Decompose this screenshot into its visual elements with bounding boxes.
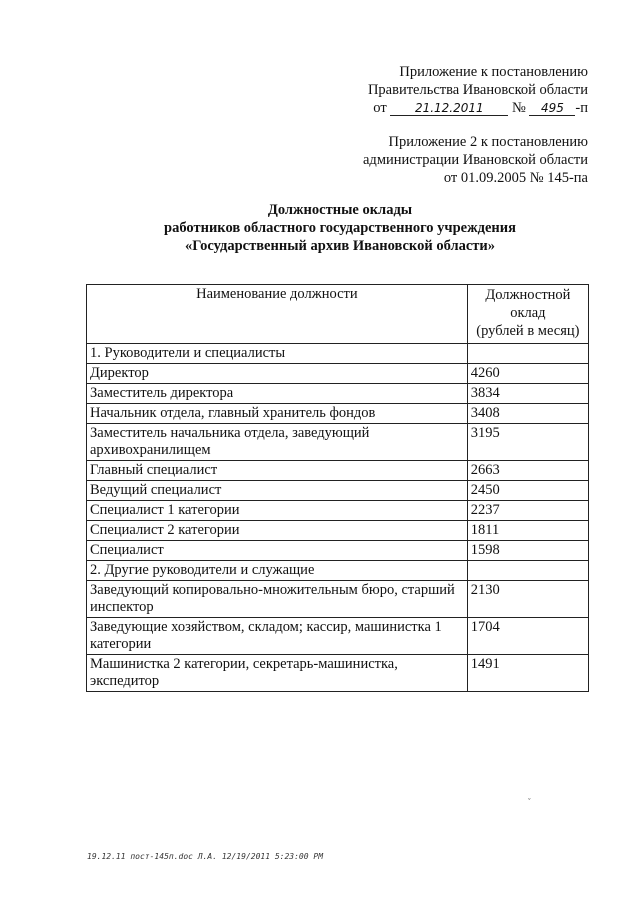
- title-line-2: работников областного государственного учреждения: [164, 220, 516, 236]
- salary-header-line-3: (рублей в месяц): [476, 323, 580, 339]
- table-row: [87, 561, 589, 581]
- appendix-2-line-1: Приложение 2 к постановлению: [388, 134, 588, 150]
- document-title: [80, 201, 600, 255]
- scan-mark: ˇ: [528, 797, 531, 806]
- table-row: [87, 424, 589, 461]
- appendix-1-line-2: Правительства Ивановской области: [367, 82, 588, 98]
- salary-cell: 4260: [467, 364, 588, 384]
- table-row: [87, 481, 589, 501]
- table-row: [87, 541, 589, 561]
- salary-cell: 3408: [467, 404, 588, 424]
- column-header-position: Наименование должности: [87, 285, 468, 344]
- salary-cell: 2663: [467, 461, 588, 481]
- position-cell: Заместитель директора: [87, 384, 468, 404]
- table-row: [87, 581, 589, 618]
- appendix-2-line-3: от 01.09.2005 № 145-па: [443, 170, 588, 186]
- appendix-header-1: [368, 63, 588, 117]
- table-row: [87, 655, 589, 692]
- file-footer: 19.12.11 пост-145п.doc Л.А. 12/19/2011 5:23:00 PM: [87, 852, 324, 861]
- table-row: [87, 364, 589, 384]
- position-cell: 2. Другие руководители и служащие: [87, 561, 468, 581]
- number-suffix: -п: [575, 100, 588, 116]
- table-header-row: [87, 285, 589, 344]
- salary-cell: 3195: [467, 424, 588, 461]
- position-cell: Заведующий копировально-множительным бюро, старший инспектор: [87, 581, 468, 618]
- salary-header-line-2: оклад: [510, 305, 546, 321]
- title-line-1: Должностные оклады: [267, 202, 413, 218]
- salary-cell: 1491: [467, 655, 588, 692]
- table-row: [87, 618, 589, 655]
- table-row: [87, 461, 589, 481]
- salary-cell: 1704: [467, 618, 588, 655]
- handwritten-date: 21.12.2011: [390, 101, 508, 116]
- position-cell: Специалист 1 категории: [87, 501, 468, 521]
- appendix-header-2: [363, 133, 588, 187]
- table-row: [87, 521, 589, 541]
- table-row: [87, 501, 589, 521]
- salary-cell: 1811: [467, 521, 588, 541]
- appendix-2-line-2: администрации Ивановской области: [363, 152, 588, 168]
- date-prefix: от: [373, 100, 387, 116]
- position-cell: Заведующие хозяйством, складом; кассир, машинистка 1 категории: [87, 618, 468, 655]
- position-cell: 1. Руководители и специалисты: [87, 344, 468, 364]
- position-cell: Начальник отдела, главный хранитель фондов: [87, 404, 468, 424]
- salary-header-line-1: Должностной: [485, 287, 571, 303]
- number-prefix: №: [511, 100, 526, 116]
- salary-cell: [467, 561, 588, 581]
- salary-cell: 2130: [467, 581, 588, 618]
- table-row: [87, 344, 589, 364]
- position-cell: Заместитель начальника отдела, заведующий архивохранилищем: [87, 424, 468, 461]
- table-row: [87, 384, 589, 404]
- position-cell: Машинистка 2 категории, секретарь-машинистка, экспедитор: [87, 655, 468, 692]
- title-line-3: «Государственный архив Ивановской области»: [184, 238, 495, 254]
- salary-cell: 2450: [467, 481, 588, 501]
- handwritten-number: 495: [529, 101, 575, 116]
- salary-table: [86, 284, 589, 692]
- salary-cell: 3834: [467, 384, 588, 404]
- table-row: [87, 404, 589, 424]
- appendix-1-date-line: [368, 99, 588, 117]
- salary-cell: 1598: [467, 541, 588, 561]
- position-cell: Специалист 2 категории: [87, 521, 468, 541]
- position-cell: Специалист: [87, 541, 468, 561]
- salary-cell: 2237: [467, 501, 588, 521]
- position-cell: Ведущий специалист: [87, 481, 468, 501]
- column-header-salary: [467, 285, 588, 344]
- appendix-1-line-1: Приложение к постановлению: [399, 64, 588, 80]
- salary-cell: [467, 344, 588, 364]
- position-cell: Главный специалист: [87, 461, 468, 481]
- position-cell: Директор: [87, 364, 468, 384]
